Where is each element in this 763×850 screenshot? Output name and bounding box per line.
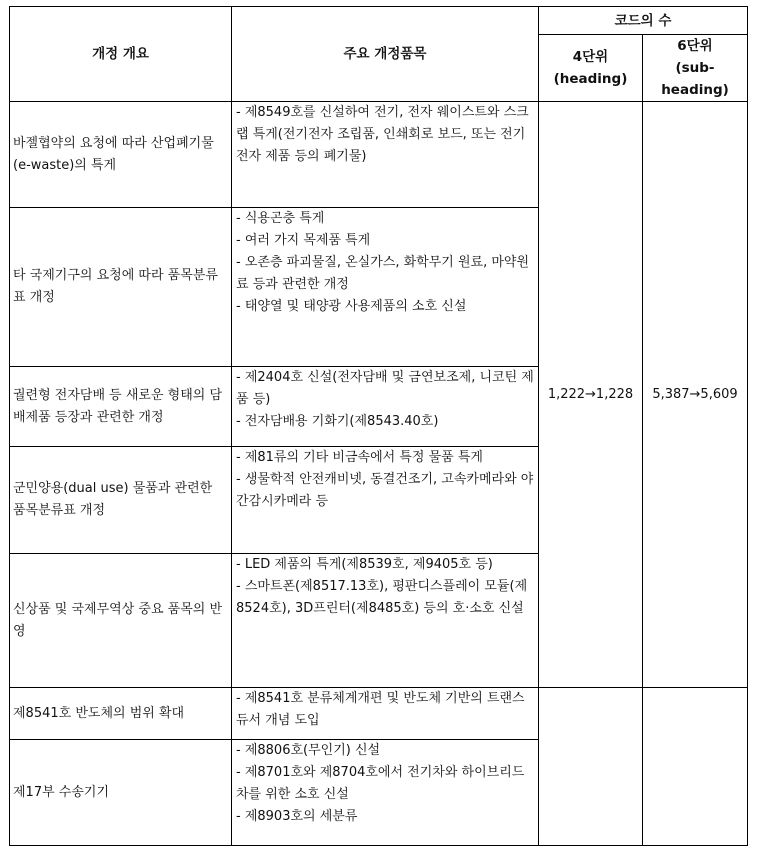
list-item: - 제8541호 분류체계개편 및 반도체 기반의 트랜스듀서 개념 도입 <box>236 691 525 728</box>
list-item: - 제8549호를 신설하여 전기, 전자 웨이스트와 스크랩 특게(전기전자 조립품, 인쇄회로 보드, 또는 전기전자 제품 등의 폐기물) <box>236 105 529 164</box>
row-items <box>232 367 539 447</box>
header-6unit-label: 6단위 <box>677 38 713 54</box>
list-item: - 제8701호와 제8704호에서 전기차와 하이브리드차를 위한 소호 신설 <box>236 765 525 802</box>
code-6unit-blank <box>643 688 748 846</box>
header-code-count: 코드의 수 <box>539 7 748 35</box>
header-summary: 개정 개요 <box>10 7 232 102</box>
row-items <box>232 208 539 367</box>
list-item: - 생물학적 안전캐비넷, 동결건조기, 고속카메라와 야간감시카메라 등 <box>236 472 534 509</box>
list-item: - 제8903호의 세분류 <box>236 809 358 824</box>
header-4unit-label: 4단위 <box>572 49 609 65</box>
header-items: 주요 개정품목 <box>232 7 539 102</box>
list-item: - 전자담배용 기화기(제8543.40호) <box>236 414 439 429</box>
list-item: - 스마트폰(제8517.13호), 평판디스플레이 모듈(제8524호), 3D프린터(제8485호) 등의 호·소호 신설 <box>236 579 528 616</box>
row-items <box>232 102 539 208</box>
row-summary: 제17부 수송기기 <box>10 740 232 846</box>
list-item: - 제81류의 기타 비금속에서 특정 물품 특게 <box>236 450 483 465</box>
code-6unit-cell <box>643 102 748 688</box>
row-items <box>232 740 539 846</box>
header-6unit-en: (sub-heading) <box>661 60 729 98</box>
list-item: - 여러 가지 목제품 특게 <box>236 233 371 248</box>
table-row <box>10 688 748 740</box>
list-item: - 제2404호 신설(전자담배 및 금연보조제, 니코틴 제품 등) <box>236 370 534 407</box>
row-items <box>232 688 539 740</box>
list-item: - LED 제품의 특게(제8539호, 제9405호 등) <box>236 557 493 572</box>
header-4unit <box>539 35 643 102</box>
row-summary: 궐련형 전자담배 등 새로운 형태의 담배제품 등장과 관련한 개정 <box>10 367 232 447</box>
table-row <box>10 102 748 208</box>
row-summary: 신상품 및 국제무역상 중요 품목의 반영 <box>10 554 232 688</box>
code-4unit-value: 1,222→1,228 <box>547 386 634 402</box>
row-summary: 타 국제기구의 요청에 따라 품목분류표 개정 <box>10 208 232 367</box>
row-summary: 제8541호 반도체의 범위 확대 <box>10 688 232 740</box>
header-4unit-en: (heading) <box>553 71 628 87</box>
list-item: - 오존층 파괴물질, 온실가스, 화학무기 원료, 마약원료 등과 관련한 개정 <box>236 255 530 292</box>
row-summary: 바젤협약의 요청에 따라 산업폐기물(e-waste)의 특게 <box>10 102 232 208</box>
list-item: - 식용곤충 특게 <box>236 211 325 226</box>
code-4unit-cell <box>539 102 643 688</box>
header-6unit <box>643 35 748 102</box>
code-4unit-blank <box>539 688 643 846</box>
list-item: - 태양열 및 태양광 사용제품의 소호 신설 <box>236 299 467 314</box>
revision-table-container <box>9 6 748 846</box>
list-item: - 제8806호(무인기) 신설 <box>236 743 381 758</box>
code-6unit-value: 5,387→5,609 <box>652 386 738 402</box>
revision-table <box>9 6 748 846</box>
row-items <box>232 447 539 554</box>
row-items <box>232 554 539 688</box>
row-summary: 군민양용(dual use) 물품과 관련한 품목분류표 개정 <box>10 447 232 554</box>
